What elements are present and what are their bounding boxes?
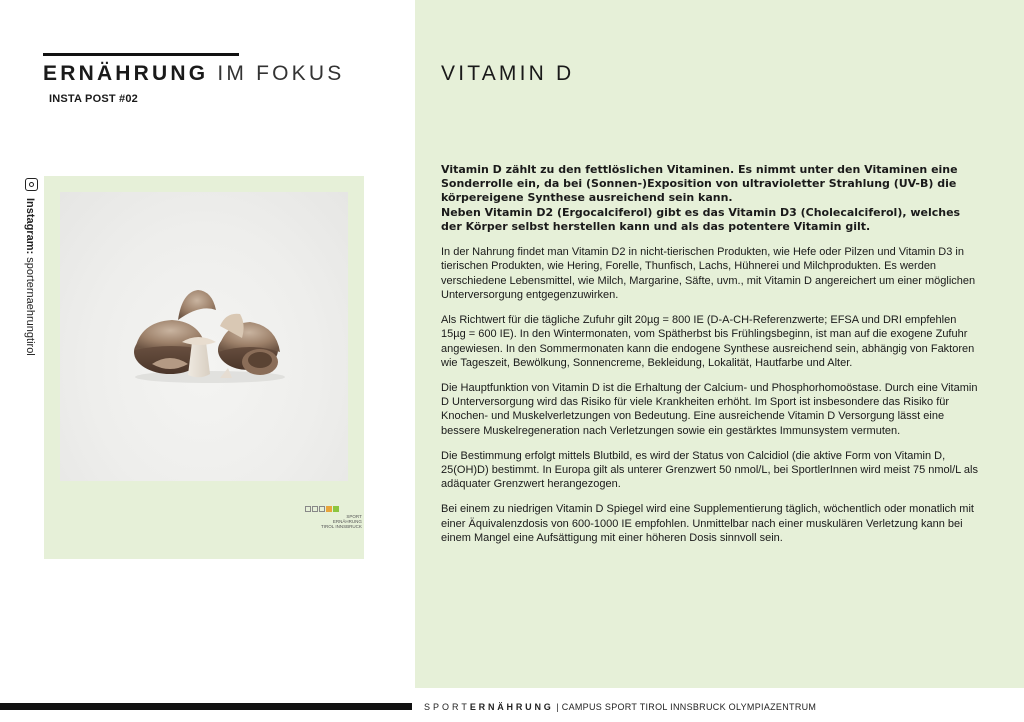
bottom-rule — [0, 703, 412, 710]
paragraph-intake: Als Richtwert für die tägliche Zufuhr gilt 20µg = 800 IE (D-A-CH-Referenzwerte; EFSA und DRI empfehlen 15µg = 600 IE). In den Wintermonaten, vom Spätherbst bis Frühlingsbeginn, ist man auf die exogene Zufuhr angewiesen. In den Sommermonaten kann die endogene Synthese ausreichend sein, abhängig von Faktoren wie Tageszeit, Bewölkung, Sonnencreme, Bekleidung, Lokalität, Hautfarbe und Alter. — [441, 313, 975, 369]
paragraph-function: Die Hauptfunktion von Vitamin D ist die Erhaltung der Calcium- und Phosphorhomoöstase. Durch eine Vitamin D Unterversorgung wird das Risiko für viele Krankheiten erhöht. Im Sport ist insbesondere das Risiko für Knochen- und Muskelverletzungen von Bedeutung. Eine ausreichende Vitamin D Versorgung lässt eine bessere Muskelregeneration nach Verletzungen sowie ein gestärktes Immunsystem vermuten. — [441, 381, 978, 437]
footer-ernaehrung: ERNÄHRUNG — [469, 702, 554, 712]
footer-sport: SPORT — [424, 702, 470, 712]
instagram-text — [24, 198, 36, 356]
sport-ernaehrung-logo — [305, 506, 362, 530]
article-body — [441, 163, 981, 556]
logo-square-1 — [305, 506, 311, 512]
mushroom-illustration — [60, 192, 348, 481]
paragraph-supplementation: Bei einem zu niedrigen Vitamin D Spiegel wird eine Supplementierung täglich, wöchentlich oder monatlich mit einer Äquivalenzdosis von 600-1000 IE empfohlen. Unmittelbar nach einer muskulären Verletzung kann bei einem Mangel eine Aufsättigung mit einer höheren Dosis sinnvoll sein. — [441, 503, 974, 544]
mushroom-photo — [60, 192, 348, 481]
paragraph-sources: In der Nahrung findet man Vitamin D2 in nicht-tierischen Produkten, wie Hefe oder Pilzen und Vitamin D3 in tierischen Produkten, wie Hering, Forelle, Thunfisch, Lachs, Hühnerei und Milchprodukten. Es werden verschiedene Lebensmittel, wie Milch, Margarine, Säfte, uvm., mit Vitamin D angereichert um einer möglichen Unterversorgung entgegenzuwirken. — [441, 245, 976, 302]
instagram-credit — [24, 178, 40, 356]
intro-text-1: Vitamin D zählt zu den fettlöslichen Vitaminen. Es nimmt unter den Vitaminen eine Sonderrolle ein, da bei (Sonnen-)Exposition von ultravioletter Strahlung (UV-B) die körpereigene Synthese ausreichend sein kann. — [441, 163, 958, 205]
logo-text — [321, 514, 362, 529]
logo-square-2 — [312, 506, 318, 512]
logo-square-4 — [326, 506, 332, 512]
logo-line-2: ERNÄHRUNG — [332, 519, 362, 524]
logo-line-1: SPORT — [346, 514, 362, 519]
instagram-icon — [25, 178, 38, 191]
instagram-handle: sporternaehrungtirol — [24, 254, 36, 356]
brand-light: IM FOKUS — [208, 62, 345, 85]
top-rule — [43, 53, 239, 56]
logo-square-3 — [319, 506, 325, 512]
footer — [424, 702, 816, 712]
footer-rest: | CAMPUS SPORT TIROL INNSBRUCK OLYMPIAZENTRUM — [553, 702, 817, 712]
brand-bold: ERNÄHRUNG — [43, 62, 209, 85]
left-panel — [0, 0, 415, 722]
article-intro — [441, 163, 981, 234]
logo-line-3: TIROL INNSBRUCK — [321, 524, 362, 529]
intro-text-2: Neben Vitamin D2 (Ergocalciferol) gibt es das Vitamin D3 (Cholecalciferol), welches der Körper selbst herstellen kann und als das potentere Vitamin gilt. — [441, 205, 961, 233]
brand-heading — [43, 62, 344, 86]
photo-frame — [44, 176, 364, 559]
logo-square-5 — [333, 506, 339, 512]
instagram-label: Instagram: — [24, 198, 36, 255]
post-label: INSTA POST #02 — [49, 93, 138, 105]
article-title: VITAMIN D — [441, 62, 575, 85]
paragraph-diagnosis: Die Bestimmung erfolgt mittels Blutbild, es wird der Status von Calcidiol (die aktive Form von Vitamin D, 25(OH)D) bestimmt. In Europa gilt als unterer Grenzwert 50 nmol/L, bei SportlerInnen wird meist 75 nmol/L als adäquater Grenzwert herangezogen. — [441, 449, 978, 491]
